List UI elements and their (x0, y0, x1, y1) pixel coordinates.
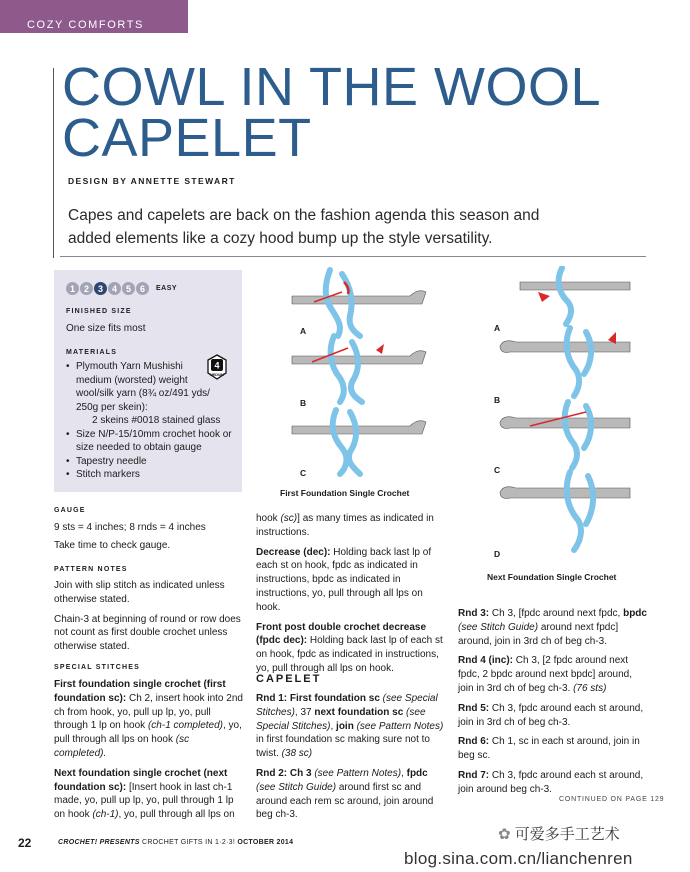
stitch-continued: hook (sc)] as many times as indicated in instructions. (256, 513, 434, 538)
figure1-step-b (292, 336, 426, 402)
skill-4: 4 (108, 282, 121, 295)
round-5: Rnd 5: Ch 3, fpdc around each st around, join in 3rd ch of beg ch-3. (458, 702, 644, 728)
pattern-note-1: Join with slip stitch as indicated unless otherwise stated. (54, 580, 225, 605)
pattern-notes-heading: PATTERN NOTES (54, 566, 128, 573)
footer-publication: CROCHET! PRESENTS CROCHET GIFTS IN 1·2·3! OCTOBER 2014 (58, 839, 294, 846)
wechat-icon: ✿ (498, 826, 515, 843)
figure2-label-b: B (494, 395, 501, 405)
figure1-step-c (292, 410, 426, 474)
figure1-label-a: A (300, 326, 307, 336)
skill-1: 1 (66, 282, 79, 295)
figure-first-foundation (290, 266, 450, 496)
skill-6: 6 (136, 282, 149, 295)
stitch-first-foundation: First foundation single crochet (first foundation sc): Ch 2, insert hook into 2nd ch from hook, yo, pull up lp, yo, pull through 1 lp on hook (ch-1 completed), yo, pull through all lps on hook (sc completed). (54, 679, 243, 759)
skill-level (66, 282, 177, 295)
title-rule (53, 68, 54, 258)
skill-2: 2 (80, 282, 93, 295)
round-3: Rnd 3: Ch 3, [fpdc around next fpdc, bpdc (see Stitch Guide) around next fpdc] around, join in 3rd ch of beg ch-3. (458, 608, 647, 647)
gauge-heading: GAUGE (54, 507, 86, 514)
figure1-caption: First Foundation Single Crochet (280, 488, 410, 498)
section-label: COZY COMFORTS (27, 19, 144, 31)
figure1-label-b: B (300, 398, 307, 408)
right-column (458, 607, 650, 803)
figure2-caption: Next Foundation Single Crochet (487, 572, 617, 582)
figure1-step-a (292, 270, 426, 336)
figure2-step-b (500, 328, 630, 396)
yarn-weight-icon (206, 354, 228, 380)
middle-column (256, 512, 448, 682)
stitch-decrease: Decrease (dec): Holding back last lp of each st on hook, fpdc as indicated in instructions, bpdc as indicated in instructions, yo, pull through all lps on hook. (256, 546, 432, 613)
page-title (62, 57, 602, 168)
figure2-label-c: C (494, 465, 501, 475)
special-stitches (54, 678, 244, 828)
capelet-heading: CAPELET (256, 673, 322, 685)
round-7: Rnd 7: Ch 3, fpdc around each st around, join around beg ch-3. (458, 769, 644, 795)
special-stitches-heading: SPECIAL STITCHES (54, 664, 140, 671)
skill-5: 5 (122, 282, 135, 295)
watermark-url: blog.sina.com.cn/lianchenren (404, 849, 633, 868)
finished-size-heading: FINISHED SIZE (66, 308, 132, 315)
skill-label: EASY (156, 285, 178, 292)
gauge-line-1: 9 sts = 4 inches; 8 rnds = 4 inches (54, 522, 206, 533)
material-markers: • Stitch markers (66, 468, 236, 482)
pattern-notes (54, 579, 244, 660)
title-line-1: COWL IN THE WOOL (62, 57, 602, 117)
figure-next-foundation (490, 266, 640, 566)
intro-text: Capes and capelets are back on the fashion agenda this season and added elements like a cozy hood bump up the style versatility. (68, 207, 540, 247)
figure2-label-d: D (494, 549, 501, 559)
material-needle: • Tapestry needle (66, 455, 236, 469)
stitch-fpdc-dec: Front post double crochet decrease (fpdc dec): Holding back last lp of each st on hook, fpdc as indicated in instructions, yo, pull through all lps on hook. (256, 621, 443, 674)
pattern-note-2: Chain-3 at beginning of round or row does not count as first double crochet unless otherwise stated. (54, 613, 241, 653)
svg-text:4: 4 (214, 360, 220, 371)
stitch-next-foundation: Next foundation single crochet (next foundation sc): [Insert hook in last ch-1 made, yo, pull up lp, yo, pull through 1 lp on hook (ch-1), yo, pull through all lps on (54, 767, 235, 821)
svg-text:MEDIUM: MEDIUM (210, 373, 224, 377)
designer-credit: DESIGN BY ANNETTE STEWART (68, 176, 236, 186)
continued-note[interactable]: CONTINUED ON PAGE 129 (559, 796, 665, 803)
page-number: 22 (18, 836, 32, 850)
round-4: Rnd 4 (inc): Ch 3, [2 fpdc around next fpdc, 2 bpdc around next bpdc] around, join in 3rd ch of beg ch-3. (76 sts) (458, 655, 633, 694)
gauge-line-2: Take time to check gauge. (54, 540, 171, 551)
figure1-label-c: C (300, 468, 307, 478)
watermark-title: ✿ 可爱多手工艺术 (498, 826, 620, 843)
title-line-2: CAPELET (62, 108, 312, 168)
figure2-label-a: A (494, 323, 501, 333)
capelet-rounds (256, 692, 448, 828)
section-banner (0, 0, 188, 33)
figure2-step-c (500, 402, 630, 468)
materials-heading: MATERIALS (66, 349, 118, 356)
skill-3-active: 3 (94, 282, 107, 295)
finished-size-text: One size fits most (66, 323, 146, 334)
round-6: Rnd 6: Ch 1, sc in each st around, join in beg sc. (458, 736, 640, 762)
round-1: Rnd 1: First foundation sc (see Special Stitches), 37 next foundation sc (see Special Stitches), join (see Pattern Notes) in first foundation sc making sure not to twist. (38 sc) (256, 693, 444, 760)
divider (60, 256, 646, 257)
round-2: Rnd 2: Ch 3 (see Pattern Notes), fpdc (see Stitch Guide) around first sc and around each rem sc around, join around beg ch-3. (256, 767, 434, 821)
material-yarn: • Plymouth Yarn Mushishi medium (worsted) weight wool/silk yarn (8¾ oz/491 yds/ 250g per skein): 2 skeins #0018 stained glass (66, 360, 236, 428)
figure2-step-d (500, 472, 630, 550)
material-hook: • Size N/P-15/10mm crochet hook or size needed to obtain gauge (66, 428, 236, 455)
figure2-step-a (520, 268, 630, 324)
